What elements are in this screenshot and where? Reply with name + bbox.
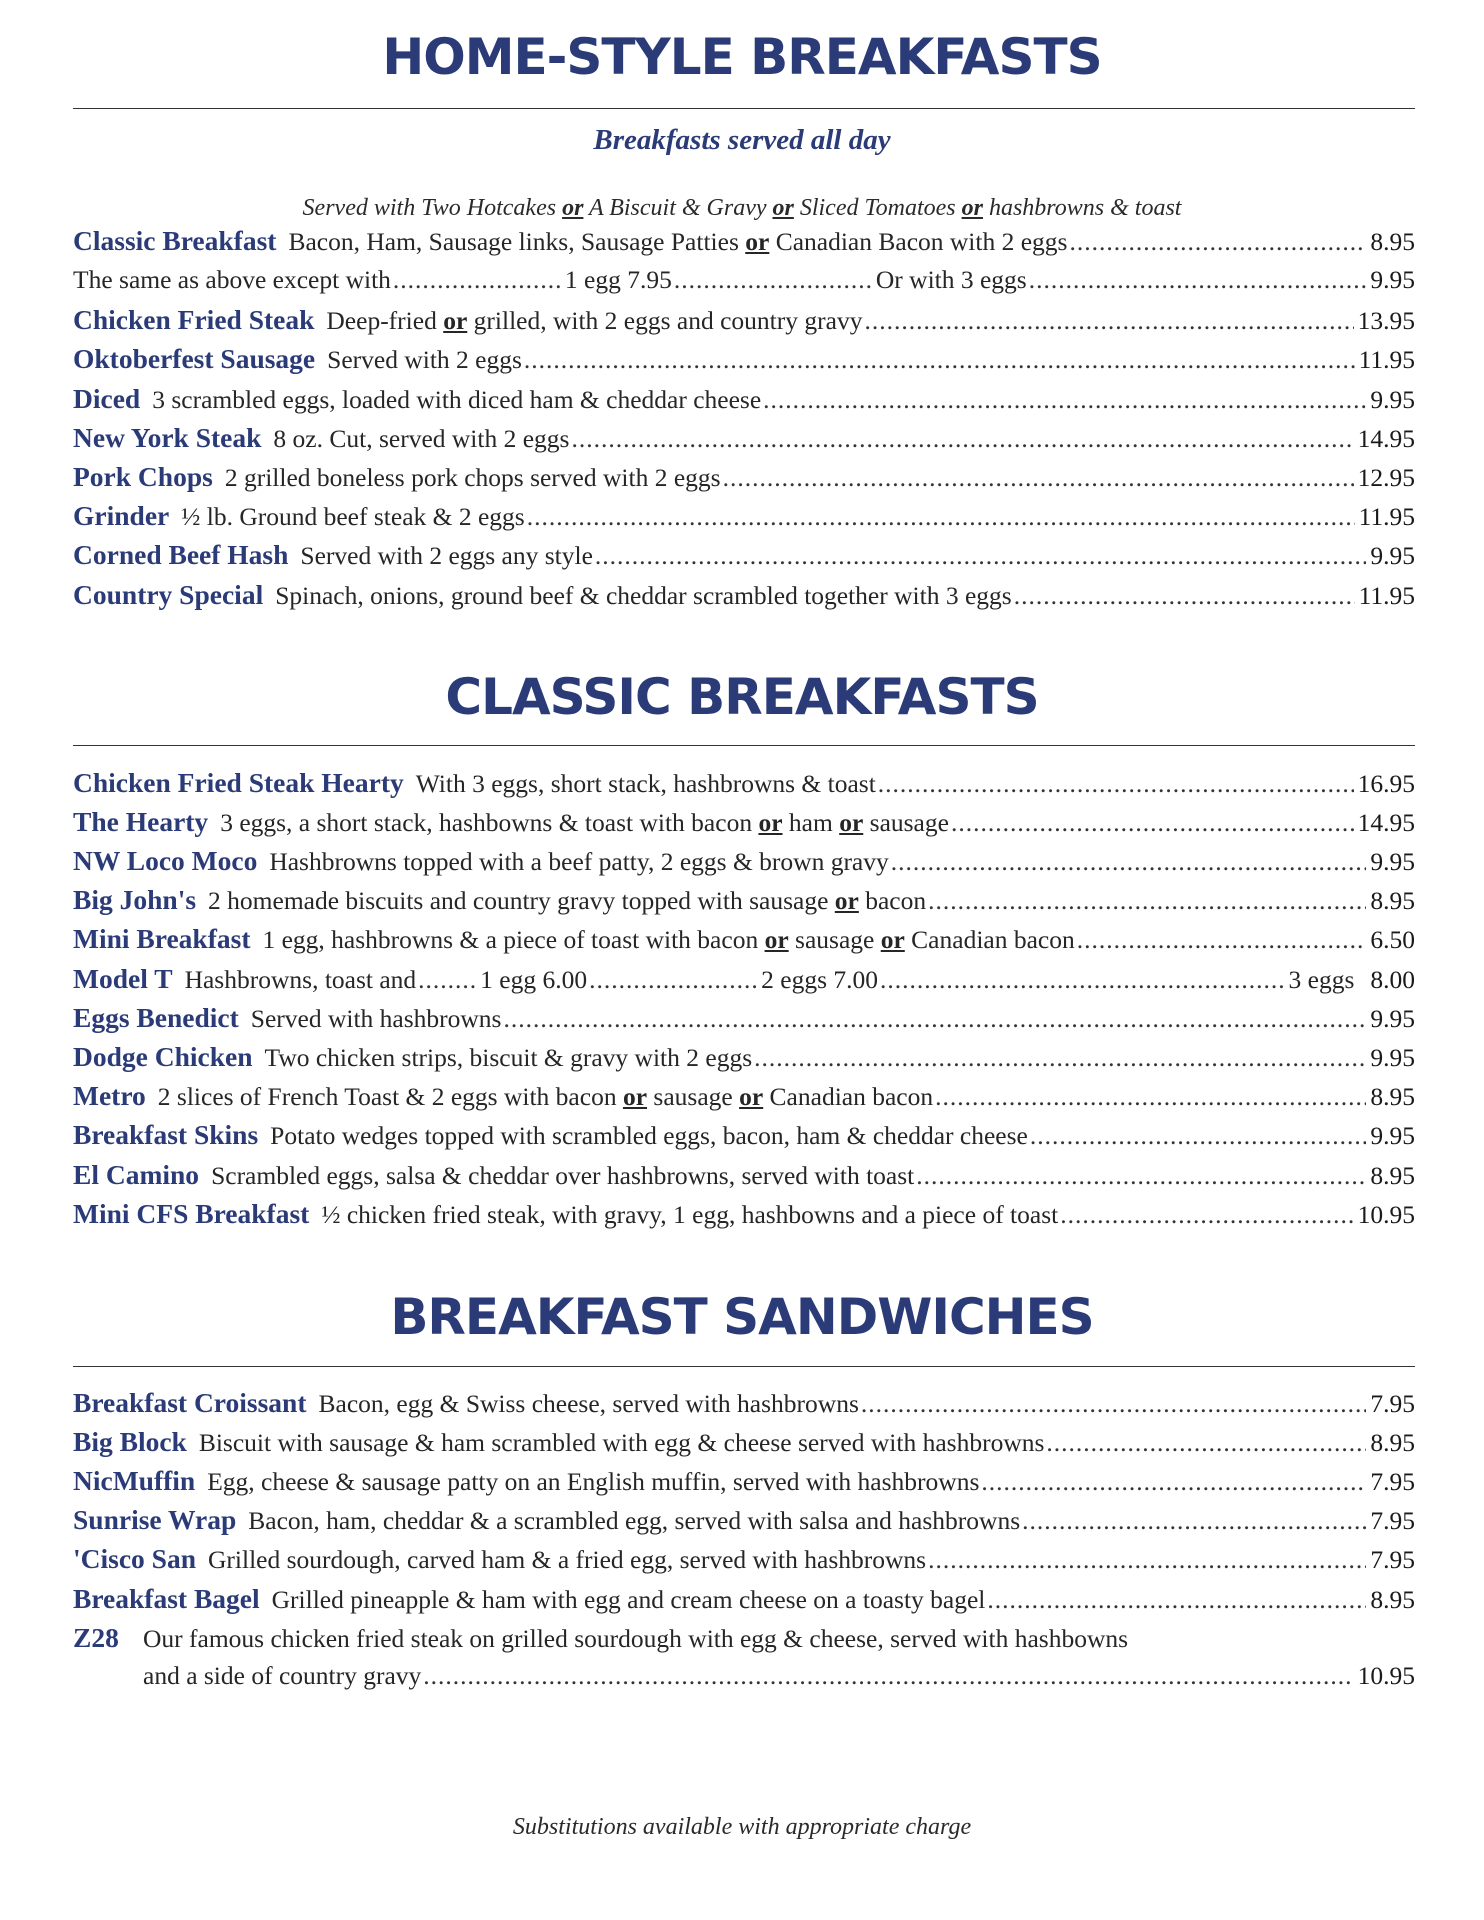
- dot-leader: [1022, 1506, 1366, 1536]
- item-price: 7.95: [1370, 1389, 1415, 1418]
- served-with-text-d: hashbrowns & toast: [982, 195, 1182, 221]
- menu-item-el-camino: [73, 1159, 1415, 1195]
- section-title-classic: CLASSIC BREAKFASTS: [445, 668, 1039, 726]
- item-price: 8.95: [1370, 1082, 1415, 1111]
- menu-item-breakfast-croissant: [73, 1387, 1415, 1423]
- item-description: 8 oz. Cut, served with 2 eggs: [273, 424, 570, 453]
- menu-item-same-as-above: [73, 265, 1415, 301]
- dot-leader: [674, 265, 874, 295]
- item-price: 8.95: [1370, 886, 1415, 915]
- dot-leader: [951, 808, 1354, 838]
- dot-leader: [928, 886, 1366, 916]
- item-price: 8.95: [1370, 1585, 1415, 1614]
- item-description: 1 egg, hashbrowns & a piece of toast with bacon or sausage or Canadian bacon: [262, 925, 1075, 954]
- menu-item-mini-breakfast: [73, 923, 1415, 959]
- item-description: Biscuit with sausage & ham scrambled with egg & cheese served with hashbrowns: [198, 1428, 1045, 1457]
- served-with-note: [0, 195, 1484, 222]
- item-price: 14.95: [1357, 808, 1415, 837]
- footer-note: Substitutions available with appropriate charge: [512, 1814, 972, 1840]
- item-price: 16.95: [1357, 769, 1415, 798]
- item-description: Our famous chicken fried steak on grilled sourdough with egg & cheese, served with hashbowns: [143, 1624, 1129, 1653]
- dot-leader: [935, 1082, 1366, 1112]
- item-name: Z28: [73, 1622, 119, 1653]
- dot-leader: [916, 1161, 1366, 1191]
- item-name: Breakfast Bagel: [73, 1583, 260, 1614]
- served-with-text-a: Served with Two Hotcakes: [302, 195, 563, 221]
- dot-leader: [1060, 1200, 1353, 1230]
- dot-leader: [418, 965, 478, 995]
- item-name: El Camino: [73, 1159, 200, 1190]
- dot-leader: [723, 463, 1354, 493]
- item-name: Sunrise Wrap: [73, 1504, 237, 1535]
- dot-leader: [423, 1661, 1353, 1691]
- menu-item-chicken-fried-steak: [73, 304, 1415, 340]
- dot-leader: [393, 265, 563, 295]
- item-name: Chicken Fried Steak Hearty: [73, 767, 404, 798]
- item-price: 7.95: [1370, 1506, 1415, 1535]
- item-name: Chicken Fried Steak: [73, 304, 315, 335]
- item-name: Corned Beef Hash: [73, 539, 289, 570]
- option-two-eggs: 2 eggs 7.00: [761, 965, 878, 994]
- item-description: 3 eggs, a short stack, hashbowns & toast with bacon or ham or sausage: [220, 808, 949, 837]
- item-description: Served with 2 eggs any style: [300, 541, 593, 570]
- section-subtitle: Breakfasts served all day: [593, 124, 891, 156]
- menu-item-diced: [73, 383, 1415, 419]
- served-with-text-c: Sliced Tomatoes: [793, 195, 962, 221]
- menu-item-classic-breakfast: [73, 225, 1415, 261]
- item-name: Country Special: [73, 579, 264, 610]
- dot-leader: [864, 306, 1353, 336]
- menu-item-big-johns: [73, 884, 1415, 920]
- item-description: Two chicken strips, biscuit & gravy with 2 eggs: [264, 1043, 753, 1072]
- item-name: Breakfast Croissant: [73, 1387, 307, 1418]
- menu-item-oktoberfest-sausage: [73, 343, 1415, 379]
- dot-leader: [763, 385, 1366, 415]
- item-name: Dodge Chicken: [73, 1041, 253, 1072]
- item-description: 2 homemade biscuits and country gravy topped with sausage or bacon: [208, 886, 927, 915]
- menu-item-big-block: [73, 1426, 1415, 1462]
- item-description: With 3 eggs, short stack, hashbrowns & toast: [415, 769, 876, 798]
- menu-item-mini-cfs-breakfast: [73, 1198, 1415, 1234]
- dot-leader: [1014, 581, 1355, 611]
- item-price: 7.95: [1370, 1467, 1415, 1496]
- item-price: 6.50: [1370, 925, 1415, 954]
- item-description-continued: and a side of country gravy: [143, 1661, 422, 1690]
- or-word: or: [961, 195, 983, 221]
- item-name: New York Steak: [73, 422, 262, 453]
- dot-leader: [987, 1585, 1366, 1615]
- dot-leader: [861, 1389, 1367, 1419]
- menu-item-country-special: [73, 579, 1415, 615]
- dot-leader: [1046, 1428, 1366, 1458]
- menu-item-sunrise-wrap: [73, 1504, 1415, 1540]
- item-name: Pork Chops: [73, 461, 213, 492]
- dot-leader: [524, 345, 1355, 375]
- item-name: NW Loco Moco: [73, 845, 258, 876]
- item-name: Mini CFS Breakfast: [73, 1198, 310, 1229]
- item-name: Big John's: [73, 884, 197, 915]
- or-word: or: [772, 195, 794, 221]
- served-with-text-b: A Biscuit & Gravy: [583, 195, 773, 221]
- dot-leader: [1069, 227, 1366, 257]
- item-price: 11.95: [1358, 345, 1415, 374]
- item-description: Hashbrowns topped with a beef patty, 2 eggs & brown gravy: [269, 847, 889, 876]
- item-price: 9.95: [1370, 847, 1415, 876]
- item-description: Deep-fried or grilled, with 2 eggs and country gravy: [326, 306, 863, 335]
- item-description: The same as above except with: [73, 265, 391, 294]
- option-three-eggs: 3 eggs: [1288, 965, 1355, 994]
- section-divider: [73, 745, 1415, 746]
- dot-leader: [1030, 1121, 1367, 1151]
- item-price: 9.95: [1370, 385, 1415, 414]
- item-price: 8.95: [1370, 1428, 1415, 1457]
- item-price: 7.95: [1370, 1545, 1415, 1574]
- menu-item-nw-loco-moco: [73, 845, 1415, 881]
- item-price: 8.00: [1370, 965, 1415, 994]
- item-name: 'Cisco San: [73, 1543, 197, 1574]
- item-description: Hashbrowns, toast and: [184, 965, 417, 994]
- item-price: 14.95: [1357, 424, 1415, 453]
- dot-leader: [754, 1043, 1366, 1073]
- dot-leader: [527, 502, 1355, 532]
- item-name: Mini Breakfast: [73, 923, 251, 954]
- item-name: Eggs Benedict: [73, 1002, 239, 1033]
- item-description: 3 scrambled eggs, loaded with diced ham & cheddar cheese: [152, 385, 762, 414]
- item-price: 9.95: [1370, 1043, 1415, 1072]
- section-divider: [73, 108, 1415, 109]
- item-price: 9.95: [1370, 541, 1415, 570]
- item-name: The Hearty: [73, 806, 209, 837]
- option-one-egg: 1 egg 6.00: [480, 965, 588, 994]
- dot-leader: [595, 541, 1366, 571]
- item-price: 11.95: [1358, 502, 1415, 531]
- or-word: or: [562, 195, 584, 221]
- dot-leader: [878, 769, 1354, 799]
- item-description: Egg, cheese & sausage patty on an English muffin, served with hashbrowns: [207, 1467, 980, 1496]
- item-name: Diced: [73, 383, 141, 414]
- item-price: 8.95: [1370, 1161, 1415, 1190]
- item-name: NicMuffin: [73, 1465, 196, 1496]
- item-price: 10.95: [1357, 1661, 1415, 1690]
- menu-item-z28: [73, 1622, 1415, 1658]
- item-price: 13.95: [1357, 306, 1415, 335]
- dot-leader: [1077, 925, 1367, 955]
- item-description: ½ lb. Ground beef steak & 2 eggs: [181, 502, 525, 531]
- item-price: 11.95: [1358, 581, 1415, 610]
- menu-item-grinder: [73, 500, 1415, 536]
- item-name: Grinder: [73, 500, 170, 531]
- item-price: 9.95: [1370, 265, 1415, 294]
- menu-item-z28-continued: [73, 1661, 1415, 1697]
- option-one-egg: 1 egg 7.95: [564, 265, 672, 294]
- item-description: Bacon, Ham, Sausage links, Sausage Patties or Canadian Bacon with 2 eggs: [288, 227, 1068, 256]
- menu-item-metro: [73, 1080, 1415, 1116]
- item-price: 9.95: [1370, 1004, 1415, 1033]
- item-name: Metro: [73, 1080, 146, 1111]
- dot-leader: [928, 1545, 1366, 1575]
- menu-item-breakfast-bagel: [73, 1583, 1415, 1619]
- item-name: Classic Breakfast: [73, 225, 277, 256]
- section-divider: [73, 1366, 1415, 1367]
- item-description: Grilled pineapple & ham with egg and cream cheese on a toasty bagel: [271, 1585, 986, 1614]
- menu-item-dodge-chicken: [73, 1041, 1415, 1077]
- menu-item-nicmuffin: [73, 1465, 1415, 1501]
- dot-leader: [981, 1467, 1366, 1497]
- item-description: Grilled sourdough, carved ham & a fried egg, served with hashbrowns: [208, 1545, 927, 1574]
- menu-item-corned-beef-hash: [73, 539, 1415, 575]
- item-name: Breakfast Skins: [73, 1119, 259, 1150]
- item-price: 12.95: [1357, 463, 1415, 492]
- section-title-sandwiches: BREAKFAST SANDWICHES: [390, 1288, 1094, 1346]
- menu-item-new-york-steak: [73, 422, 1415, 458]
- item-description: Served with 2 eggs: [327, 345, 522, 374]
- dot-leader: [589, 965, 759, 995]
- item-description: Bacon, egg & Swiss cheese, served with hashbrowns: [318, 1389, 859, 1418]
- menu-item-pork-chops: [73, 461, 1415, 497]
- item-description: 2 grilled boneless pork chops served with 2 eggs: [224, 463, 721, 492]
- item-price: 10.95: [1357, 1200, 1415, 1229]
- menu-item-the-hearty: [73, 806, 1415, 842]
- item-description: Scrambled eggs, salsa & cheddar over hashbrowns, served with toast: [211, 1161, 915, 1190]
- item-description: ½ chicken fried steak, with gravy, 1 egg, hashbowns and a piece of toast: [321, 1200, 1059, 1229]
- item-name: Oktoberfest Sausage: [73, 343, 316, 374]
- menu-item-cisco-san: [73, 1543, 1415, 1579]
- section-title-home-style: HOME-STYLE BREAKFASTS: [382, 28, 1102, 86]
- item-description: 2 slices of French Toast & 2 eggs with bacon or sausage or Canadian bacon: [157, 1082, 934, 1111]
- item-price: 9.95: [1370, 1121, 1415, 1150]
- option-three-eggs: Or with 3 eggs: [875, 265, 1027, 294]
- dot-leader: [503, 1004, 1366, 1034]
- item-name: Big Block: [73, 1426, 187, 1457]
- item-description: Spinach, onions, ground beef & cheddar scrambled together with 3 eggs: [275, 581, 1012, 610]
- dot-leader: [880, 965, 1287, 995]
- item-name: Model T: [73, 963, 173, 994]
- item-description: Bacon, ham, cheddar & a scrambled egg, served with salsa and hashbrowns: [248, 1506, 1021, 1535]
- menu-item-breakfast-skins: [73, 1119, 1415, 1155]
- menu-item-chicken-fried-steak-hearty: [73, 767, 1415, 803]
- item-description: Potato wedges topped with scrambled eggs, bacon, ham & cheddar cheese: [270, 1121, 1028, 1150]
- menu-item-model-t: [73, 963, 1415, 999]
- menu-item-eggs-benedict: [73, 1002, 1415, 1038]
- item-description: Served with hashbrowns: [250, 1004, 502, 1033]
- dot-leader: [1029, 265, 1367, 295]
- item-price: 8.95: [1370, 227, 1415, 256]
- dot-leader: [571, 424, 1353, 454]
- dot-leader: [891, 847, 1367, 877]
